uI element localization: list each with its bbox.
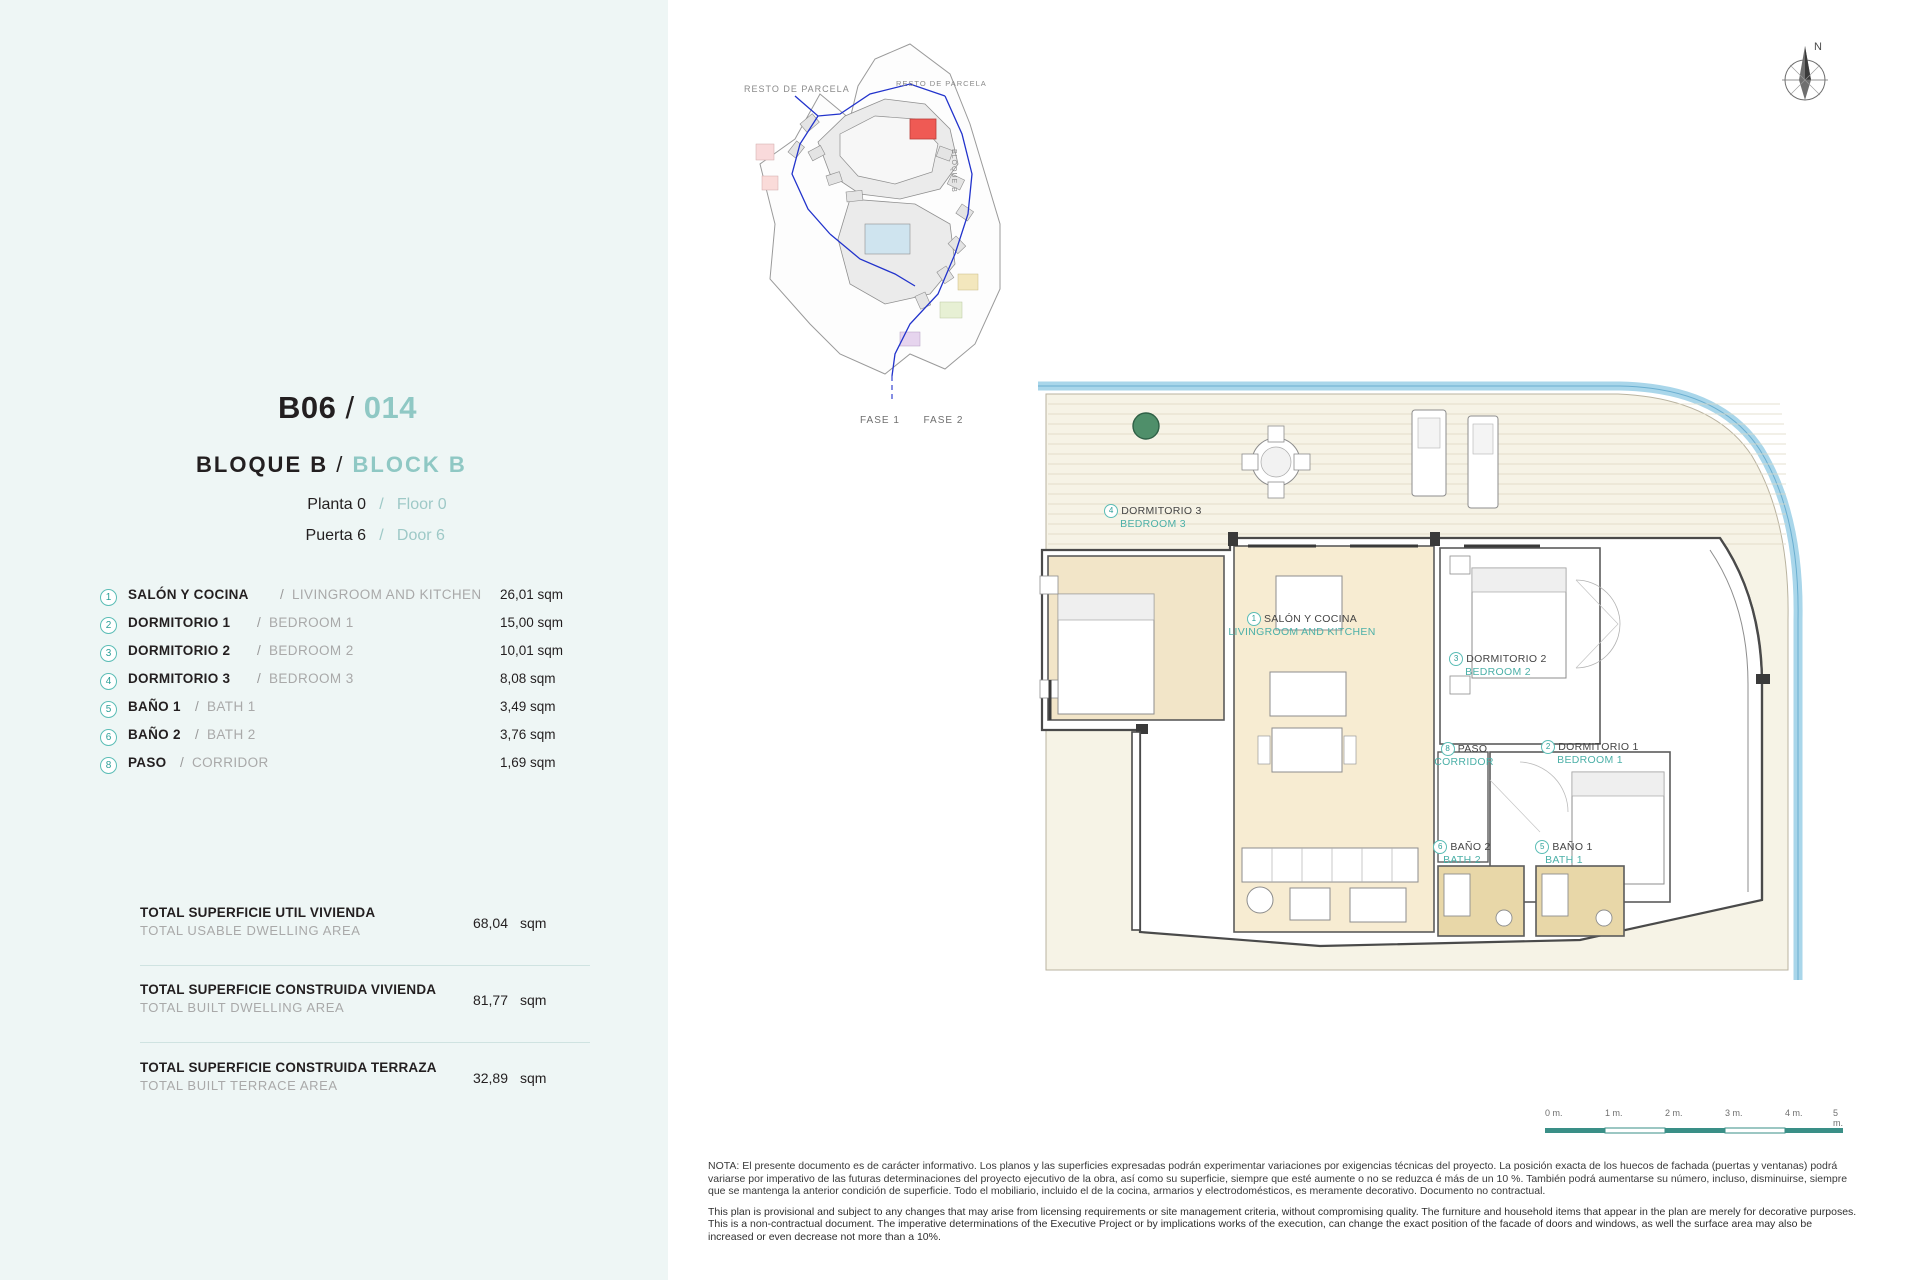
room-index-badge: 1 [100, 589, 117, 606]
list-item [100, 698, 620, 726]
page-title [278, 390, 417, 426]
room-name-es: SALÓN Y COCINA [128, 587, 249, 602]
room-area: 15,00 sqm [500, 615, 564, 630]
room-index-badge: 2 [1541, 740, 1555, 754]
svg-text:BLOQUE B: BLOQUE B [950, 149, 957, 193]
list-item [100, 614, 620, 642]
floor-plan-drawing [1020, 380, 1830, 1070]
room-index-badge: 4 [1104, 504, 1118, 518]
list-item [100, 586, 620, 614]
phase-1-label: FASE 1 [860, 415, 900, 426]
keyplan-resto-label: RESTO DE PARCELA [744, 84, 850, 94]
room-index-badge: 5 [1535, 840, 1549, 854]
plan-tag-bath-1: 5 BAÑO 1 BATH 1 [1516, 840, 1612, 867]
room-index-badge: 8 [100, 757, 117, 774]
floor-label-es: Planta 0 [307, 496, 366, 513]
highlighted-unit-marker [910, 119, 936, 139]
floor-label-separator: / [379, 496, 384, 513]
room-schedule [100, 586, 620, 782]
planter-icon [1133, 413, 1159, 439]
room-name-separator: / [257, 643, 261, 658]
total-built-dwelling-label-es: TOTAL SUPERFICIE CONSTRUIDA VIVIENDA [140, 982, 437, 997]
room-area: 8,08 sqm [500, 671, 556, 686]
floor-label-en: Floor 0 [396, 496, 447, 513]
room-area: 10,01 sqm [500, 643, 564, 658]
room-index-badge: 6 [100, 729, 117, 746]
scale-tick-2: 2 m. [1665, 1108, 1683, 1118]
room-name-en: CORRIDOR [192, 755, 269, 770]
room-index-badge: 1 [1247, 612, 1261, 626]
room-name-separator: / [257, 615, 261, 630]
room-name-separator: / [195, 699, 199, 714]
room-index-badge: 4 [100, 673, 117, 690]
scale-tick-3: 3 m. [1725, 1108, 1743, 1118]
divider [140, 1042, 590, 1043]
room-index-badge: 3 [1449, 652, 1463, 666]
room-name-en: BEDROOM 2 [269, 643, 354, 658]
door-label-en: Door 6 [396, 527, 445, 544]
scale-tick-0: 0 m. [1545, 1108, 1563, 1118]
room-name-separator: / [180, 755, 184, 770]
phase-labels [860, 415, 963, 426]
unit-code: B06 [278, 390, 337, 425]
list-item [100, 754, 620, 782]
total-usable-area-label-en: TOTAL USABLE DWELLING AREA [140, 923, 361, 938]
scale-bar [1545, 1108, 1845, 1138]
room-name-en: BATH 1 [207, 699, 256, 714]
room-name-separator: / [280, 587, 284, 602]
list-item [100, 670, 620, 698]
room-name-es: DORMITORIO 1 [128, 615, 231, 630]
svg-text:RESTO DE PARCELA: RESTO DE PARCELA [896, 79, 987, 88]
total-built-dwelling-value: 81,77 sqm [472, 992, 547, 1008]
room-name-en: LIVINGROOM AND KITCHEN [292, 587, 482, 602]
title-separator: / [345, 390, 355, 425]
list-item [100, 726, 620, 754]
block-label-es: BLOQUE B [196, 452, 329, 477]
room-area: 1,69 sqm [500, 755, 556, 770]
room-name-en: BATH 2 [207, 727, 256, 742]
total-built-dwelling-area [140, 982, 610, 1015]
room-name-en: BEDROOM 1 [269, 615, 354, 630]
block-label-en: BLOCK B [352, 452, 467, 477]
unit-number: 014 [363, 390, 417, 425]
scale-tick-5: 5 m. [1833, 1108, 1843, 1128]
room-name-es: BAÑO 2 [128, 727, 181, 742]
block-label-separator: / [336, 452, 345, 477]
site-key-plan [700, 24, 1120, 424]
total-usable-area [140, 905, 610, 938]
scale-bar-graphic [1545, 1124, 1845, 1138]
compass-icon [1770, 38, 1840, 118]
plan-tag-bath-2: 6 BAÑO 2 BATH 2 [1414, 840, 1510, 867]
block-label [196, 452, 616, 478]
total-built-terrace-label-es: TOTAL SUPERFICIE CONSTRUIDA TERRAZA [140, 1060, 437, 1075]
total-built-terrace-value: 32,89 sqm [472, 1070, 547, 1086]
total-built-terrace-label-en: TOTAL BUILT TERRACE AREA [140, 1078, 338, 1093]
total-built-dwelling-label-en: TOTAL BUILT DWELLING AREA [140, 1000, 345, 1015]
room-area: 26,01 sqm [500, 587, 564, 602]
room-index-badge: 5 [100, 701, 117, 718]
room-name-separator: / [257, 671, 261, 686]
list-item [100, 642, 620, 670]
legal-notes [708, 1160, 1858, 1252]
plan-tag-living-kitchen: 1 SALÓN Y COCINA LIVINGROOM AND KITCHEN [1228, 612, 1376, 638]
total-usable-area-label-es: TOTAL SUPERFICIE UTIL VIVIENDA [140, 905, 376, 920]
door-label-separator: / [379, 527, 384, 544]
divider [140, 965, 590, 966]
total-built-terrace-area [140, 1060, 610, 1093]
compass-north-label: N [1814, 41, 1822, 53]
room-area: 3,76 sqm [500, 727, 556, 742]
room-name-es: BAÑO 1 [128, 699, 181, 714]
legal-note-en: This plan is provisional and subject to any changes that may arise from licensing requirements or site management criteria, without compromising quality. The furniture and household items that appear in the plan are merely for decorative purposes. This is a non-contractual document. The imperative determinations of the Executive Project or by implications works of the execution, can change the exact position of the facade of doors and windows, as well the surface area may also be increased or even decrease not more than a 10%. [708, 1205, 1857, 1243]
floor-label [120, 496, 540, 514]
scale-tick-4: 4 m. [1785, 1108, 1803, 1118]
plan-tag-corridor: 8 PASO CORRIDOR [1434, 742, 1494, 768]
info-panel [0, 0, 668, 1280]
door-label [120, 527, 540, 545]
apartment-floor-plan [1020, 380, 1830, 1070]
room-name-es: DORMITORIO 2 [128, 643, 231, 658]
plan-tag-bedroom-1: 2 DORMITORIO 1 BEDROOM 1 [1522, 740, 1658, 767]
total-usable-area-value: 68,04 sqm [472, 915, 547, 931]
room-name-es: DORMITORIO 3 [128, 671, 231, 686]
legal-note-es: NOTA: El presente documento es de carácter informativo. Los planos y las superficies expresadas podrán experimentar variaciones por exigencias técnicas del proyecto. La posición exacta de los huecos de fachada (puertas y ventanas) podrá variarse por imperativo de las futuras determinaciones del proyecto ejecutivo de la obra, así como su superficie, siempre que esté aumente o no se reduzca é más de un 10 %. También podrá aumentarse su número, incluso, disminuirse, siempre que se mantenga la anterior condición de superficie. Todo el mobiliario, incluido el de la cocina, armarios y electrodomésticos, es meramente decorativo. Documento no contractual. [708, 1160, 1848, 1198]
room-index-badge: 2 [100, 617, 117, 634]
room-index-badge: 3 [100, 645, 117, 662]
room-index-badge: 8 [1441, 742, 1455, 756]
door-label-es: Puerta 6 [305, 527, 366, 544]
scale-tick-1: 1 m. [1605, 1108, 1623, 1118]
plan-tag-bedroom-2: 3 DORMITORIO 2 BEDROOM 2 [1430, 652, 1566, 679]
room-name-en: BEDROOM 3 [269, 671, 354, 686]
room-index-badge: 6 [1433, 840, 1447, 854]
room-name-separator: / [195, 727, 199, 742]
plan-tag-bedroom-3: 4 DORMITORIO 3 BEDROOM 3 [1088, 504, 1218, 531]
room-area: 3,49 sqm [500, 699, 556, 714]
room-name-es: PASO [128, 755, 167, 770]
phase-2-label: FASE 2 [923, 415, 964, 426]
